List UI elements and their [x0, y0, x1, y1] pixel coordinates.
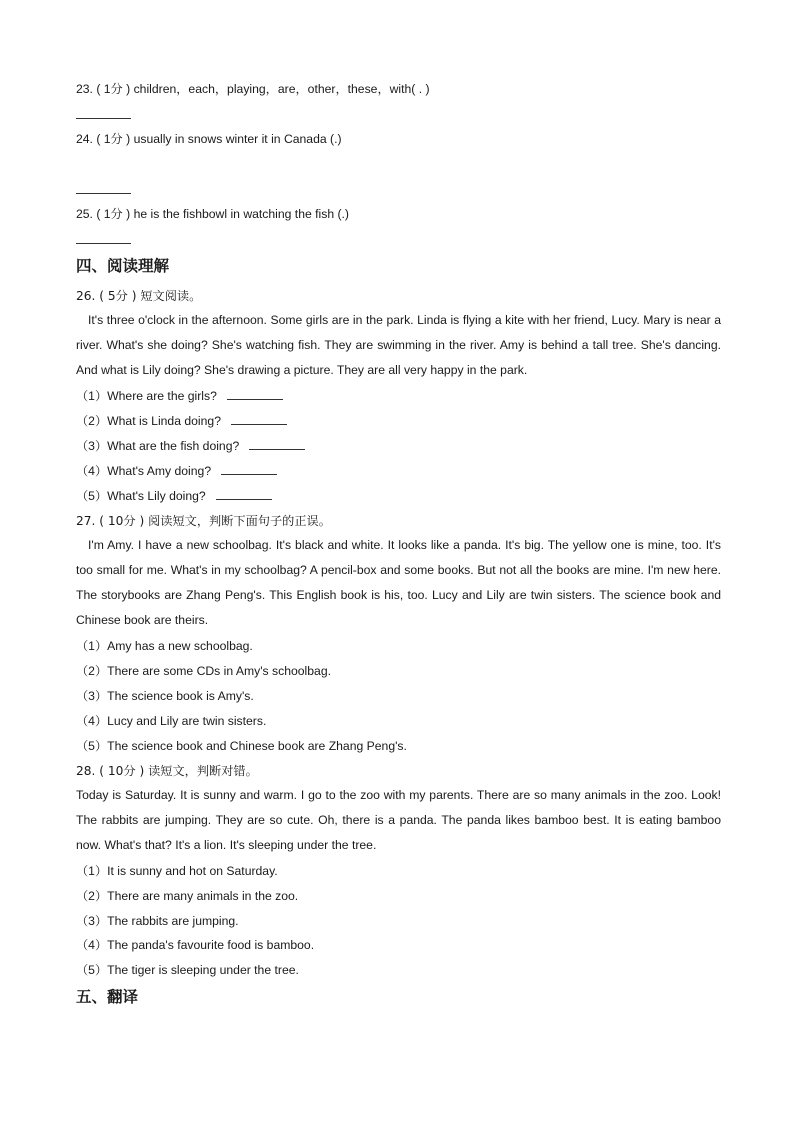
q26-item-3: （3）What are the fish doing? [76, 438, 305, 454]
q27-item-2: （2）There are some CDs in Amy's schoolbag. [76, 664, 331, 678]
q27-item-5: （5）The science book and Chinese book are Zhang Peng's. [76, 739, 407, 753]
section-4-title: 四、阅读理解 [76, 257, 170, 275]
q26-answer-blank-5[interactable] [216, 488, 272, 500]
q26-answer-blank-1[interactable] [227, 388, 283, 400]
question-27-passage: I'm Amy. I have a new schoolbag. It's black and white. It looks like a panda. It's big. The yellow one is mine, too. It's too small for me. What's in my schoolbag? A pencil-box and some books. But not all the books are mine. I'm new here. The storybooks are Zhang Peng's. This English book is his, too. Lucy and Lily are twin sisters. The science book and Chinese book are theirs. [76, 538, 721, 627]
q28-item-4: （4）The panda's favourite food is bamboo. [76, 938, 315, 952]
answer-blank-25[interactable] [76, 243, 131, 244]
answer-blank-24[interactable] [76, 193, 131, 194]
question-28-passage: Today is Saturday. It is sunny and warm. I go to the zoo with my parents. There are so many animals in the zoo. Look! The rabbits are jumping. They are so cute. Oh, there is a panda. The panda likes bamboo best. It is eating bamboo now. What's that? It's a lion. It's sleeping under the tree. [76, 788, 721, 852]
q27-item-3: （3）The science book is Amy's. [76, 689, 254, 703]
q26-answer-blank-3[interactable] [249, 438, 305, 450]
question-27-header: 27. ( 10分 ) 阅读短文，判断下面句子的正误。 [76, 514, 331, 528]
q27-item-4: （4）Lucy and Lily are twin sisters. [76, 714, 267, 728]
question-24: 24. ( 1分 ) usually in snows winter it in Canada (.) [76, 132, 342, 146]
question-26-passage: It's three o'clock in the afternoon. Some girls are in the park. Linda is flying a kite with her friend, Lucy. Mary is near a river. What's she doing? She's watching fish. They are swimming in the river. Amy is behind a tall tree. She's dancing. And what is Lily doing? She's drawing a picture. They are all very happy in the park. [76, 313, 721, 377]
q28-item-2: （2）There are many animals in the zoo. [76, 889, 299, 903]
answer-blank-23[interactable] [76, 118, 131, 119]
q26-item-4: （4）What's Amy doing? [76, 463, 277, 479]
q26-answer-blank-4[interactable] [221, 463, 277, 475]
question-23: 23. ( 1分 ) children，each，playing，are，other，these，with( . ) [76, 82, 430, 96]
q26-answer-blank-2[interactable] [231, 413, 287, 425]
question-26-header: 26. ( 5分 ) 短文阅读。 [76, 289, 202, 303]
question-28-header: 28. ( 10分 ) 读短文，判断对错。 [76, 764, 258, 778]
question-25: 25. ( 1分 ) he is the fishbowl in watching the fish (.) [76, 207, 349, 221]
q26-item-1: （1）Where are the girls? [76, 388, 283, 404]
q27-item-1: （1）Amy has a new schoolbag. [76, 639, 253, 653]
q26-item-5: （5）What's Lily doing? [76, 488, 272, 504]
section-5-title: 五、翻译 [76, 988, 139, 1006]
q28-item-5: （5）The tiger is sleeping under the tree. [76, 963, 299, 977]
q28-item-3: （3）The rabbits are jumping. [76, 914, 239, 928]
q26-item-2: （2）What is Linda doing? [76, 413, 287, 429]
q28-item-1: （1）It is sunny and hot on Saturday. [76, 864, 278, 878]
